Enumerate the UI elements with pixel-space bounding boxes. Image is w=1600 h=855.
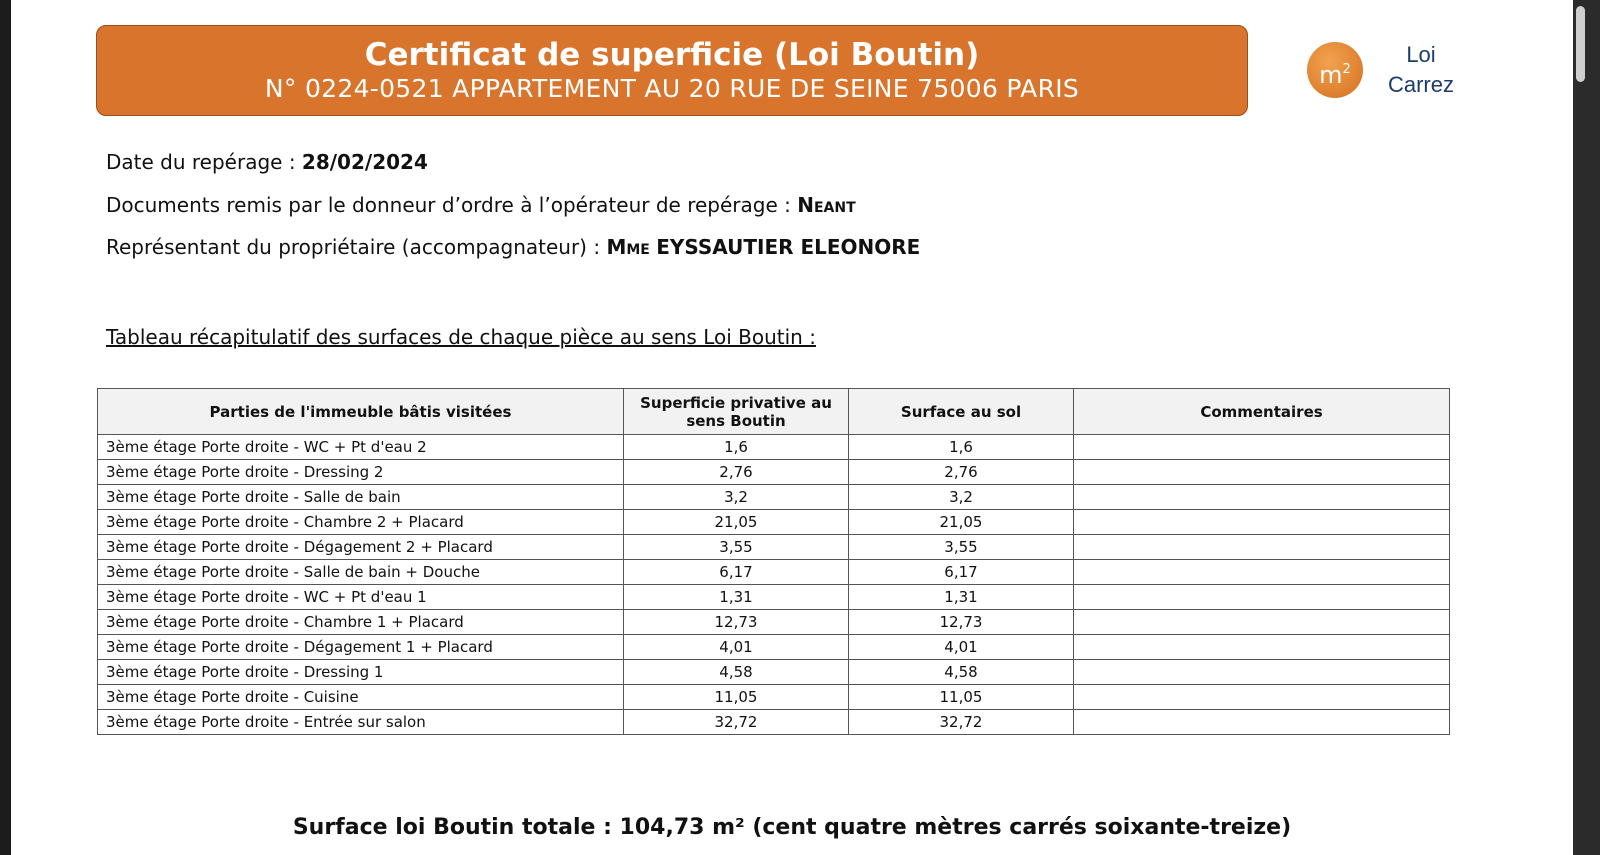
cell-surface-sol: 12,73 [849, 610, 1074, 635]
table-header-row [98, 389, 1450, 435]
table-row [98, 710, 1450, 735]
table-row [98, 585, 1450, 610]
table-row [98, 535, 1450, 560]
cell-superficie: 6,17 [624, 560, 849, 585]
cell-surface-sol: 4,01 [849, 635, 1074, 660]
logo-text-line1: Loi [1406, 42, 1436, 67]
table-row [98, 685, 1450, 710]
cell-commentaire [1074, 460, 1450, 485]
cell-commentaire [1074, 485, 1450, 510]
representant-line [106, 235, 920, 259]
representant-name: EYSSAUTIER ELEONORE [656, 235, 921, 259]
date-reperage-line [106, 150, 428, 174]
cell-surface-sol: 11,05 [849, 685, 1074, 710]
documents-value: Neant [797, 193, 856, 217]
cell-superficie: 1,31 [624, 585, 849, 610]
table-body [98, 435, 1450, 735]
certificate-title: Certificat de superficie (Loi Boutin) [364, 37, 980, 73]
cell-surface-sol: 1,6 [849, 435, 1074, 460]
table-row [98, 635, 1450, 660]
scrollbar-track[interactable] [1573, 0, 1600, 855]
certificate-subtitle: N° 0224-0521 APPARTEMENT AU 20 RUE DE SEINE 75006 PARIS [264, 74, 1080, 103]
m2-logo-icon [1307, 42, 1363, 98]
table-row [98, 485, 1450, 510]
logo-exponent: 2 [1342, 62, 1351, 77]
cell-partie: 3ème étage Porte droite - Salle de bain [98, 485, 624, 510]
cell-partie: 3ème étage Porte droite - Chambre 2 + Placard [98, 510, 624, 535]
cell-superficie: 3,2 [624, 485, 849, 510]
cell-surface-sol: 3,2 [849, 485, 1074, 510]
representant-label: Représentant du propriétaire (accompagnateur) : [106, 235, 601, 259]
cell-surface-sol: 2,76 [849, 460, 1074, 485]
table-row [98, 560, 1450, 585]
certificate-header [96, 25, 1248, 116]
cell-superficie: 4,01 [624, 635, 849, 660]
column-header-surface-sol: Surface au sol [849, 389, 1074, 435]
cell-superficie: 4,58 [624, 660, 849, 685]
cell-superficie: 11,05 [624, 685, 849, 710]
table-row [98, 660, 1450, 685]
cell-commentaire [1074, 585, 1450, 610]
cell-partie: 3ème étage Porte droite - Dégagement 1 + Placard [98, 635, 624, 660]
scrollbar-thumb[interactable] [1576, 6, 1585, 82]
cell-partie: 3ème étage Porte droite - Salle de bain + Douche [98, 560, 624, 585]
table-row [98, 610, 1450, 635]
table-row [98, 460, 1450, 485]
cell-commentaire [1074, 435, 1450, 460]
cell-surface-sol: 32,72 [849, 710, 1074, 735]
logo-symbol: m [1319, 61, 1343, 89]
cell-partie: 3ème étage Porte droite - Dressing 1 [98, 660, 624, 685]
cell-partie: 3ème étage Porte droite - WC + Pt d'eau 2 [98, 435, 624, 460]
cell-superficie: 2,76 [624, 460, 849, 485]
documents-line [106, 193, 856, 217]
column-header-commentaires: Commentaires [1074, 389, 1450, 435]
cell-surface-sol: 21,05 [849, 510, 1074, 535]
total-surface: Surface loi Boutin totale : 104,73 m² (cent quatre mètres carrés soixante-treize) [292, 815, 1292, 840]
column-header-parties: Parties de l'immeuble bâtis visitées [98, 389, 624, 435]
table-row [98, 510, 1450, 535]
cell-commentaire [1074, 710, 1450, 735]
loi-carrez-logo-text [1381, 40, 1461, 100]
column-header-superficie: Superficie privative au sens Boutin [624, 389, 849, 435]
cell-partie: 3ème étage Porte droite - Cuisine [98, 685, 624, 710]
cell-superficie: 21,05 [624, 510, 849, 535]
cell-surface-sol: 1,31 [849, 585, 1074, 610]
document-page [11, 0, 1573, 855]
date-value: 28/02/2024 [301, 150, 428, 174]
cell-partie: 3ème étage Porte droite - Entrée sur salon [98, 710, 624, 735]
date-label: Date du repérage : [106, 150, 296, 174]
cell-commentaire [1074, 685, 1450, 710]
cell-commentaire [1074, 635, 1450, 660]
cell-partie: 3ème étage Porte droite - WC + Pt d'eau 1 [98, 585, 624, 610]
cell-surface-sol: 4,58 [849, 660, 1074, 685]
table-caption: Tableau récapitulatif des surfaces de chaque pièce au sens Loi Boutin : [106, 325, 816, 349]
table-row [98, 435, 1450, 460]
cell-partie: 3ème étage Porte droite - Dégagement 2 + Placard [98, 535, 624, 560]
logo-text-line2: Carrez [1387, 72, 1454, 97]
cell-commentaire [1074, 560, 1450, 585]
cell-superficie: 1,6 [624, 435, 849, 460]
representant-title: Mme [606, 235, 650, 259]
cell-superficie: 12,73 [624, 610, 849, 635]
cell-commentaire [1074, 535, 1450, 560]
cell-surface-sol: 6,17 [849, 560, 1074, 585]
cell-partie: 3ème étage Porte droite - Chambre 1 + Placard [98, 610, 624, 635]
documents-label: Documents remis par le donneur d’ordre à l’opérateur de repérage : [106, 193, 791, 217]
surfaces-table [97, 388, 1450, 735]
cell-commentaire [1074, 510, 1450, 535]
cell-commentaire [1074, 660, 1450, 685]
cell-superficie: 3,55 [624, 535, 849, 560]
cell-superficie: 32,72 [624, 710, 849, 735]
cell-surface-sol: 3,55 [849, 535, 1074, 560]
cell-commentaire [1074, 610, 1450, 635]
cell-partie: 3ème étage Porte droite - Dressing 2 [98, 460, 624, 485]
